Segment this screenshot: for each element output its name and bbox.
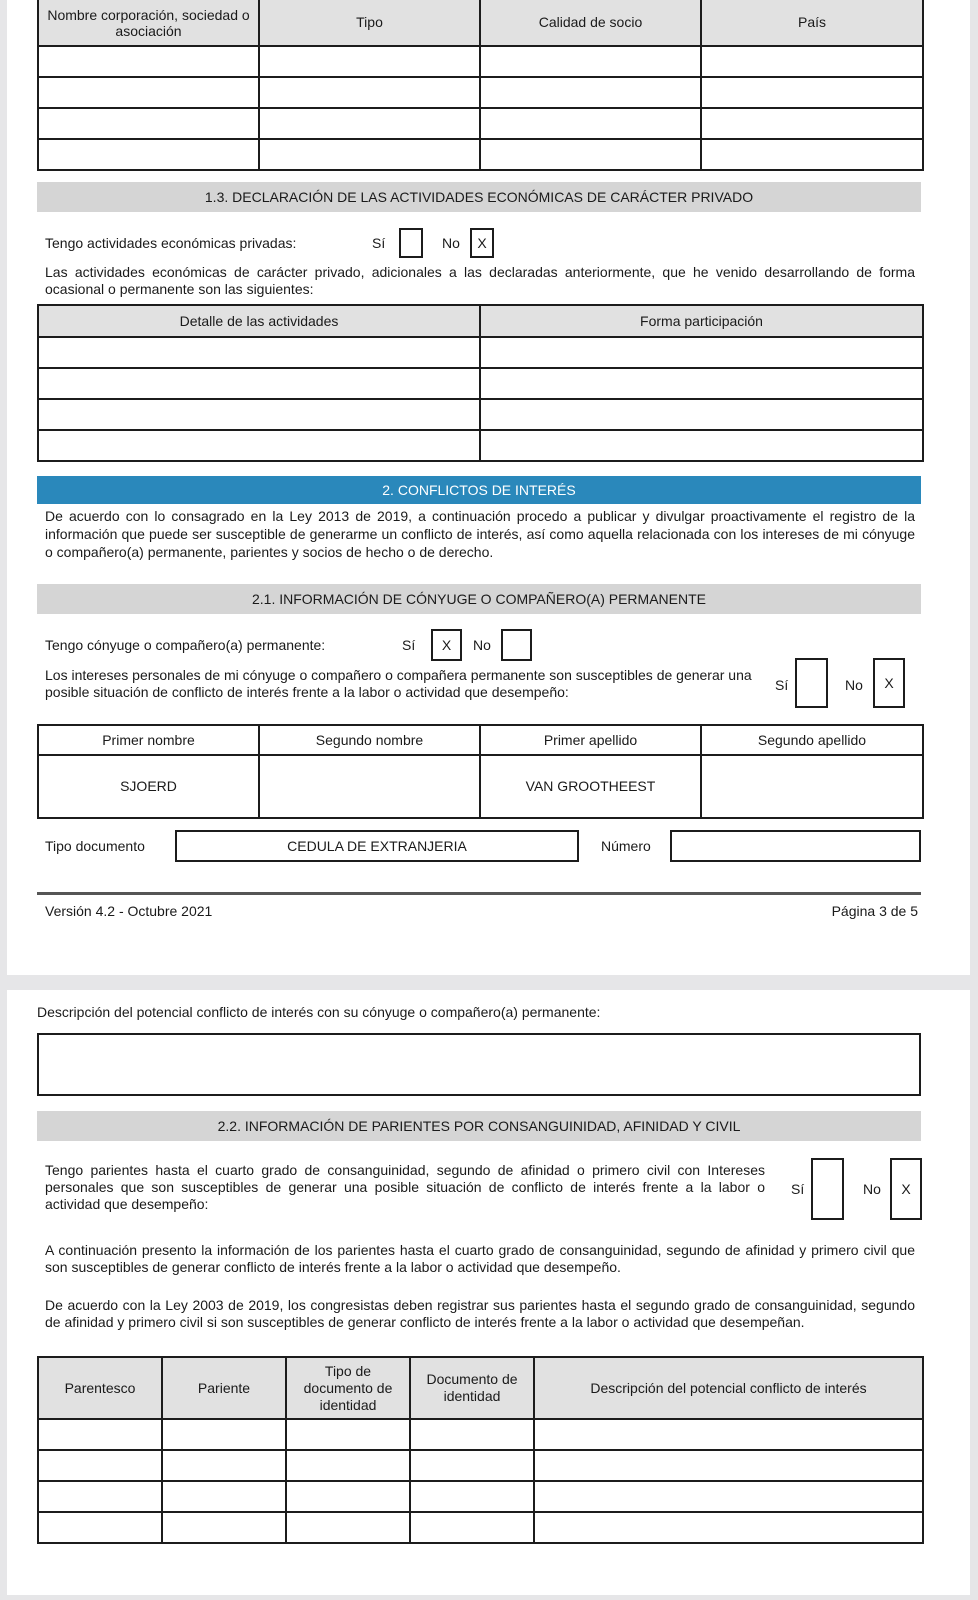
table-row [38,139,923,170]
segundo-apellido-field[interactable] [701,755,923,818]
relatives-si-checkbox[interactable] [811,1158,844,1220]
cell-input[interactable] [38,77,259,108]
cell-input[interactable] [410,1512,534,1543]
cell-input[interactable] [410,1419,534,1450]
cell-input[interactable] [38,368,480,399]
table-row [38,46,923,77]
numero-field[interactable] [670,830,921,862]
relatives-paragraph-2: De acuerdo con la Ley 2003 de 2019, los congresistas deben registrar sus parientes hasta el segundo grado de consanguinidad, segundo de afinidad y primero civil si son susceptibles de generar conflicto de interés frente a la labor o actividad que desempeñan. [45,1297,915,1330]
footer-version: Versión 4.2 - Octubre 2021 [45,903,213,919]
private-activities-table [37,304,924,462]
cell-input[interactable] [286,1481,410,1512]
relatives-table [37,1356,924,1544]
header-descripcion-conflicto: Descripción del potencial conflicto de interés [534,1357,923,1419]
table-row [38,108,923,139]
spouse-names-table [37,724,924,819]
spouse-no-checkbox[interactable] [501,629,532,661]
private-activities-paragraph: Las actividades económicas de carácter privado, adicionales a las declaradas anteriormente, que he venido desarrollando de forma ocasional o permanente son las siguientes: [45,264,915,297]
cell-input[interactable] [534,1512,923,1543]
document-page-4 [7,990,970,1595]
spouse-interests-si-checkbox[interactable] [795,658,828,708]
cell-input[interactable] [38,46,259,77]
table-row [38,368,923,399]
header-documento-identidad: Documento de identidad [410,1357,534,1419]
cell-input[interactable] [38,1512,162,1543]
cell-input[interactable] [480,337,923,368]
primer-apellido-field[interactable]: VAN GROOTHEEST [480,755,701,818]
header-tipo: Tipo [259,0,480,46]
cell-input[interactable] [38,139,259,170]
cell-input[interactable] [259,139,480,170]
private-activities-no-label: No [442,235,460,251]
cell-input[interactable] [259,77,480,108]
cell-input[interactable] [162,1450,286,1481]
table-row [38,1419,923,1450]
spouse-si-checkbox[interactable]: X [431,629,462,661]
cell-input[interactable] [701,108,923,139]
cell-input[interactable] [701,46,923,77]
private-activities-si-checkbox[interactable] [399,228,423,258]
cell-input[interactable] [38,399,480,430]
spouse-interests-no-checkbox[interactable]: X [873,658,905,708]
cell-input[interactable] [480,430,923,461]
cell-input[interactable] [286,1450,410,1481]
cell-input[interactable] [162,1512,286,1543]
cell-input[interactable] [701,77,923,108]
table-row [38,1450,923,1481]
header-nombre-corporacion: Nombre corporación, sociedad o asociación [38,0,259,46]
cell-input[interactable] [480,139,701,170]
table-row [38,399,923,430]
cell-input[interactable] [259,46,480,77]
spouse-interests-si-label: Sí [775,677,789,693]
cell-input[interactable] [286,1512,410,1543]
cell-input[interactable] [38,337,480,368]
cell-input[interactable] [534,1481,923,1512]
primer-nombre-field[interactable]: SJOERD [38,755,259,818]
private-activities-question: Tengo actividades económicas privadas: [45,235,297,251]
footer-page-number: Página 3 de 5 [831,903,918,919]
cell-input[interactable] [480,368,923,399]
header-segundo-apellido: Segundo apellido [701,725,923,755]
spouse-interests-question: Los intereses personales de mi cónyuge o compañero o compañera permanente son susceptibles de generar una posible situación de conflicto de interés frente a la labor o actividad que desempeño: [45,667,752,700]
cell-input[interactable] [480,46,701,77]
header-pariente: Pariente [162,1357,286,1419]
relatives-si-label: Sí [791,1181,805,1197]
spouse-conflict-description-field[interactable] [37,1033,921,1096]
relatives-question: Tengo parientes hasta el cuarto grado de consanguinidad, segundo de afinidad o primero civil con Intereses personales que son susceptibles de generar una posible situación de conflicto de interés frente a la labor o actividad que desempeño: [45,1162,765,1212]
table-row [38,337,923,368]
cell-input[interactable] [480,399,923,430]
section-2-2-title: 2.2. INFORMACIÓN DE PARIENTES POR CONSANGUINIDAD, AFINIDAD Y CIVIL [37,1111,921,1141]
cell-input[interactable] [701,139,923,170]
table-row [38,430,923,461]
cell-input[interactable] [410,1450,534,1481]
private-activities-no-checkbox[interactable]: X [470,228,494,258]
cell-input[interactable] [38,1450,162,1481]
corporations-table [37,0,924,171]
spouse-si-label: Sí [402,637,416,653]
relatives-no-label: No [863,1181,881,1197]
header-segundo-nombre: Segundo nombre [259,725,480,755]
numero-label: Número [601,838,651,854]
cell-input[interactable] [480,108,701,139]
cell-input[interactable] [38,1419,162,1450]
header-tipo-documento: Tipo de documento de identidad [286,1357,410,1419]
section-2-1-title: 2.1. INFORMACIÓN DE CÓNYUGE O COMPAÑERO(A) PERMANENTE [37,584,921,614]
header-pais: País [701,0,923,46]
header-forma-participacion: Forma participación [480,305,923,337]
section-2-title: 2. CONFLICTOS DE INTERÉS [37,476,921,504]
cell-input[interactable] [162,1481,286,1512]
private-activities-si-label: Sí [372,235,386,251]
table-row [38,77,923,108]
cell-input[interactable] [286,1419,410,1450]
cell-input[interactable] [259,108,480,139]
cell-input[interactable] [534,1450,923,1481]
cell-input[interactable] [38,1481,162,1512]
spouse-conflict-description-label: Descripción del potencial conflicto de interés con su cónyuge o compañero(a) permanente: [37,1004,601,1020]
cell-input[interactable] [534,1419,923,1450]
segundo-nombre-field[interactable] [259,755,480,818]
table-row [38,1481,923,1512]
cell-input[interactable] [38,108,259,139]
table-row [38,1512,923,1543]
header-calidad-socio: Calidad de socio [480,0,701,46]
header-primer-nombre: Primer nombre [38,725,259,755]
spouse-interests-no-label: No [845,677,863,693]
relatives-no-checkbox[interactable]: X [890,1158,922,1220]
document-page-3 [7,0,970,975]
header-primer-apellido: Primer apellido [480,725,701,755]
cell-input[interactable] [38,430,480,461]
tipo-documento-label: Tipo documento [45,838,145,854]
table-row [38,755,923,818]
footer-divider [37,892,921,895]
cell-input[interactable] [410,1481,534,1512]
cell-input[interactable] [162,1419,286,1450]
section-2-paragraph: De acuerdo con lo consagrado en la Ley 2013 de 2019, a continuación procedo a publicar y divulgar proactivamente el registro de la información que puede ser susceptible de generarme un conflicto de interés, así como aquella relacionada con los intereses de mi cónyuge o compañero(a) permanente, parientes y socios de hecho o de derecho. [45,508,915,560]
tipo-documento-field[interactable]: CEDULA DE EXTRANJERIA [175,830,579,862]
spouse-no-label: No [473,637,491,653]
section-1-3-title: 1.3. DECLARACIÓN DE LAS ACTIVIDADES ECONÓMICAS DE CARÁCTER PRIVADO [37,182,921,212]
header-parentesco: Parentesco [38,1357,162,1419]
relatives-paragraph-1: A continuación presento la información de los parientes hasta el cuarto grado de consanguinidad, segundo de afinidad y primero civil que son susceptibles de generar conflicto de interés frente a la labor o actividad que desempeño. [45,1242,915,1275]
cell-input[interactable] [480,77,701,108]
header-detalle-actividades: Detalle de las actividades [38,305,480,337]
spouse-question: Tengo cónyuge o compañero(a) permanente: [45,637,326,653]
